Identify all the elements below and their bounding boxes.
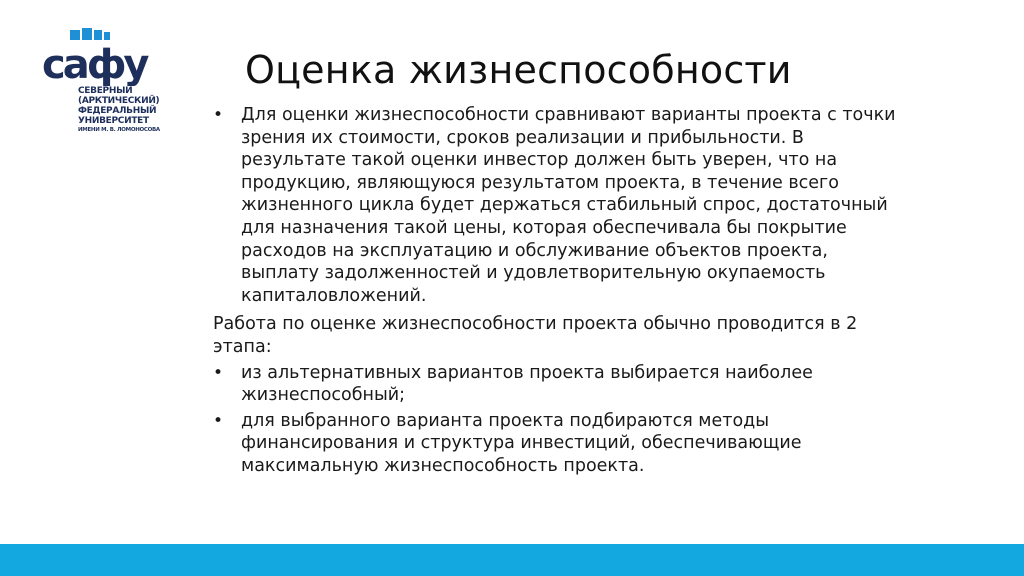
slide-content	[213, 104, 903, 478]
bullet-item-2	[213, 362, 903, 407]
bullet-icon: •	[213, 410, 224, 431]
bullet-text-1: Для оценки жизнеспособности сравнивают варианты проекта с точки зрения их стоимости, сроков реализации и прибыльности. В результате такой оценки инвестор должен быть уверен, что на продукцию, являющуюся результатом проекта, в течение всего жизненного цикла будет держаться стабильный спрос, достаточный для назначения такой цены, которая обеспечивала бы покрытие расходов на эксплуатацию и обслуживание объектов проекта, выплату задолженностей и удовлетворительную окупаемость капиталовложений.	[241, 105, 896, 306]
bullet-item-3	[213, 410, 903, 478]
bullet-text-2: из альтернативных вариантов проекта выбирается наиболее жизнеспособный;	[241, 362, 813, 406]
bullet-item-1	[213, 104, 903, 307]
logo-brand-text: сафу	[42, 42, 147, 86]
logo-line-2: (АРКТИЧЕСКИЙ)	[78, 96, 160, 106]
slide-title: Оценка жизнеспособности	[245, 48, 792, 92]
logo-university-name	[78, 86, 188, 134]
logo-line-4: УНИВЕРСИТЕТ	[78, 116, 149, 126]
logo-line-1: СЕВЕРНЫЙ	[78, 86, 133, 96]
bullet-text-3: для выбранного варианта проекта подбираются методы финансирования и структура инвестиций, обеспечивающие максимальную жизнеспособность проекта.	[241, 410, 802, 476]
logo-line-3: ФЕДЕРАЛЬНЫЙ	[78, 106, 157, 116]
safu-logo-mark	[40, 26, 150, 86]
bottom-accent-bar	[0, 544, 1024, 576]
university-logo	[40, 26, 160, 151]
bullet-icon: •	[213, 362, 224, 383]
bullet-icon: •	[213, 105, 224, 125]
logo-line-sub: ИМЕНИ М. В. ЛОМОНОСОВА	[78, 127, 160, 133]
stages-paragraph: Работа по оценке жизнеспособности проекта обычно проводится в 2 этапа:	[213, 314, 858, 357]
